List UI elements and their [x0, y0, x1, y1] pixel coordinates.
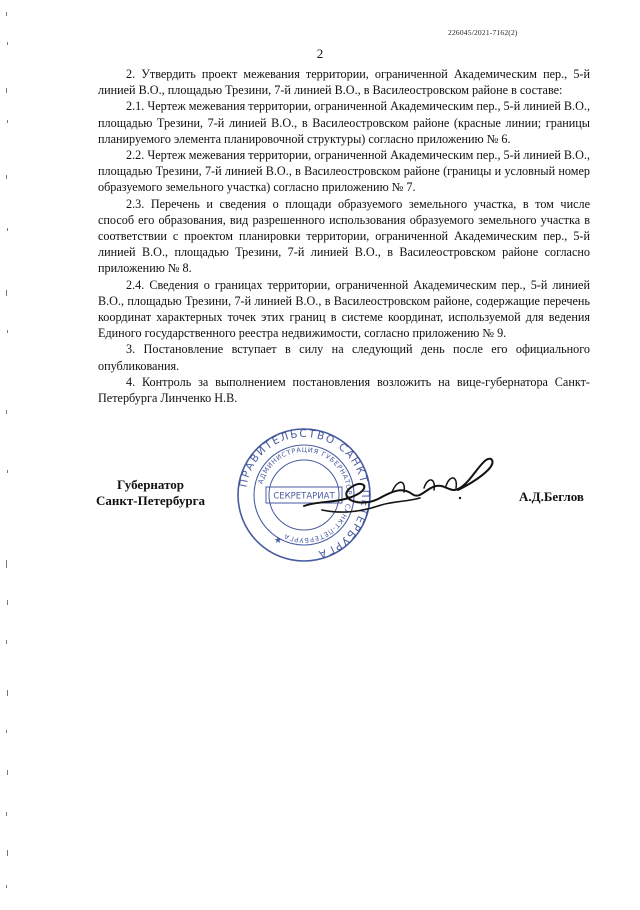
seal-outer-text: ПРАВИТЕЛЬСТВО САНКТ-ПЕТЕРБУРГА: [237, 427, 372, 561]
handwritten-signature: [300, 448, 500, 538]
signatory-title-line2: Санкт-Петербурга: [96, 493, 205, 508]
document-id: 226045/2021-7162(2): [448, 28, 518, 37]
paragraph-2-4: 2.4. Сведения о границах территории, ограниченной Академическим пер., 5-й линией В.О., площадью Трезини, 7-й линией В.О., в Василеостровском районе, содержащие перечень координат характерных точек этих границ в системе координат, используемой для ведения Единого государственного реестра недвижимости, согласно приложению № 9.: [98, 277, 590, 341]
paragraph-4: 4. Контроль за выполнением постановления возложить на вице-губернатора Санкт-Петербурга Линченко Н.В.: [98, 374, 590, 406]
paragraph-2: 2. Утвердить проект межевания территории, ограниченной Академическим пер., 5-й линией В.О., площадью Трезини, 7-й линией В.О., в Василеостровском районе в составе:: [98, 67, 590, 98]
signatory-title: [96, 477, 205, 509]
document-body: [98, 66, 590, 406]
paragraph-2-1: 2.1. Чертеж межевания территории, ограниченной Академическим пер., 5-й линией В.О., площадью Трезини, 7-й линией В.О., в Василеостровском районе (красные линии; границы планируемого элемента планировочной структуры) согласно приложению № 6.: [98, 99, 590, 146]
seal-inner-text: АДМИНИСТРАЦИЯ ГУБЕРНАТОРА САНКТ-ПЕТЕРБУРГА: [256, 445, 354, 545]
seal-star-icon: ★: [274, 536, 283, 546]
paragraph-2-2: 2.2. Чертеж межевания территории, ограниченной Академическим пер., 5-й линией В.О., площадью Трезини, 7-й линией В.О., в Василеостровском районе (границы и условный номер образуемого земельного участка) согласно приложению № 7.: [98, 148, 590, 195]
scan-margin-marks: [4, 0, 12, 905]
paragraph-2-3: 2.3. Перечень и сведения о площади образуемого земельного участка, в том числе способ его образования, вид разрешенного использования образуемого земельного участка в соответствии с проектом планировки территории, ограниченной Академическим пер., 5-й линией В.О., площадью Трезини, 7-й линией В.О., в Василеостровском районе согласно приложению № 8.: [98, 196, 590, 276]
page-number: 2: [316, 46, 324, 61]
signatory-name: А.Д.Беглов: [519, 489, 584, 504]
paragraph-3: 3. Постановление вступает в силу на следующий день после его официального опубликования.: [98, 342, 590, 373]
seal-center-text: СЕКРЕТАРИАТ: [273, 491, 335, 502]
signatory-title-line1: Губернатор: [116, 477, 185, 492]
